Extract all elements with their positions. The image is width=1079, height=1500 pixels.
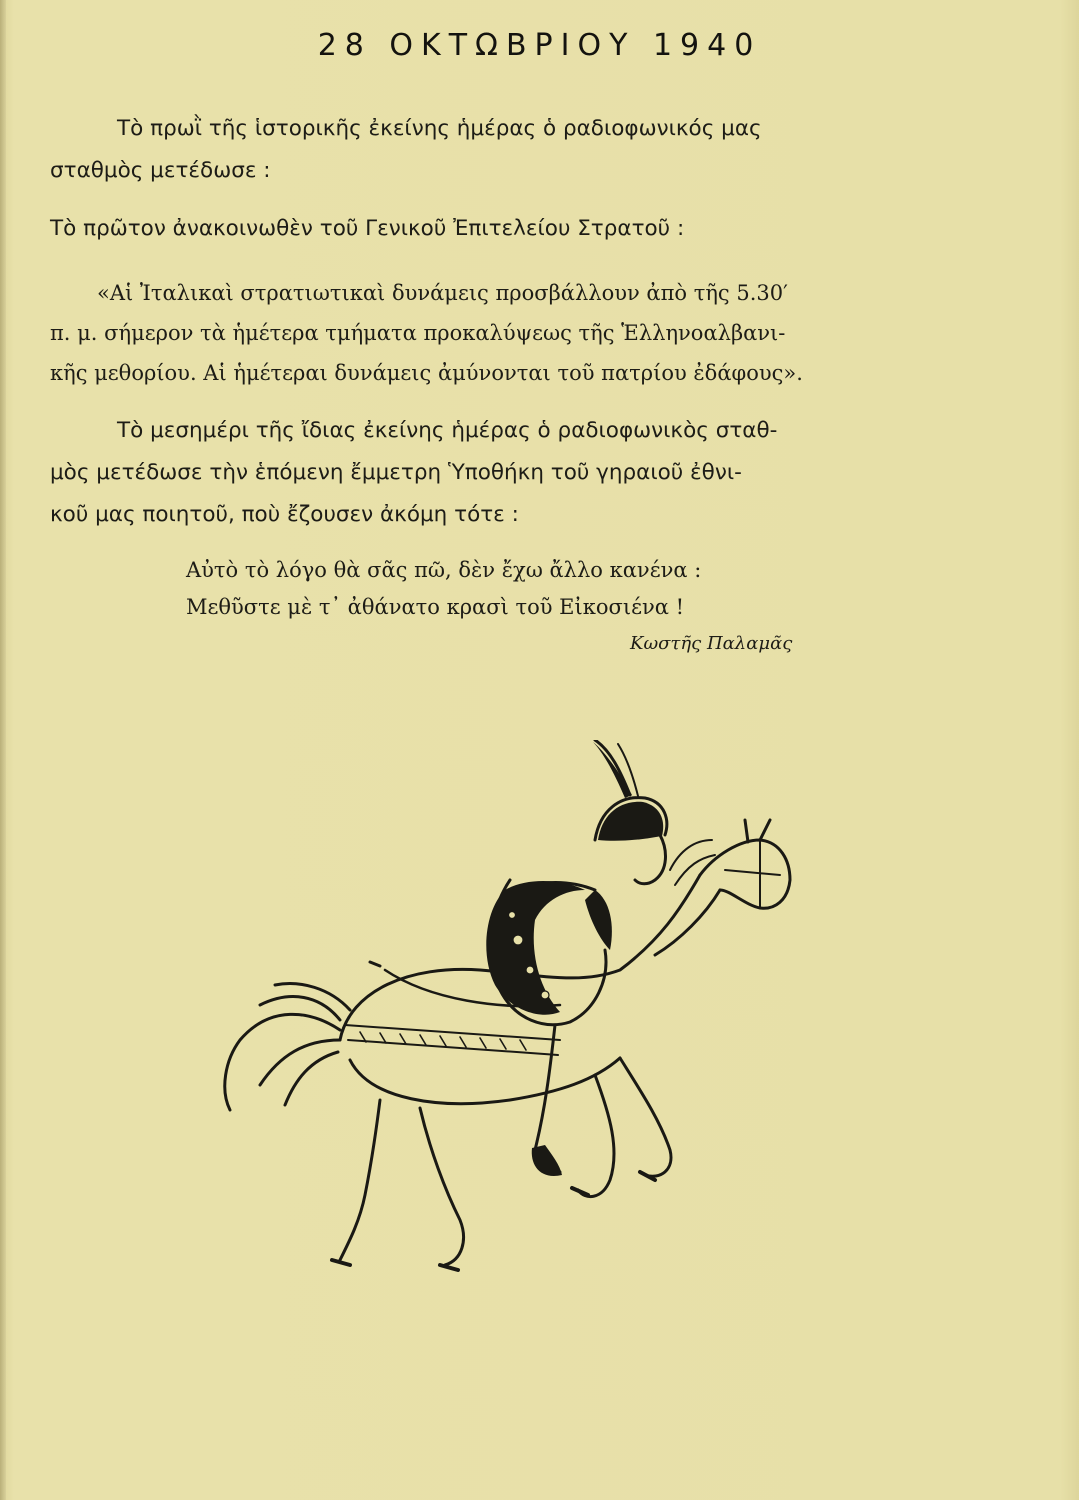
intro-line-1: Τὸ πρωῒ τῆς ἱστορικῆς ἐκείνης ἡμέρας ὁ ραδιοφωνικός μας bbox=[117, 116, 762, 141]
announcement-line-2: π. μ. σήμερον τὰ ἡμέτερα τμήματα προκαλύψεως τῆς Ἑλληνοαλβανι- bbox=[50, 321, 786, 345]
noon-line-3: κοῦ μας ποιητοῦ, ποὺ ἔζουσεν ἀκόμη τότε : bbox=[50, 502, 519, 527]
announcement-line-3: κῆς μεθορίου. Αἱ ἡμέτεραι δυνάμεις ἀμύνονται τοῦ πατρίου ἐδάφους». bbox=[50, 361, 803, 385]
noon-line-1: Τὸ μεσημέρι τῆς ἴδιας ἐκείνης ἡμέρας ὁ ραδιοφωνικὸς σταθ- bbox=[117, 418, 778, 443]
noon-line-2: μὸς μετέδωσε τὴν ἑπόμενη ἔμμετρη Ὑποθήκη τοῦ γηραιοῦ ἐθνι- bbox=[50, 460, 742, 485]
announcement-heading: Τὸ πρῶτον ἀνακοινωθὲν τοῦ Γενικοῦ Ἐπιτελείου Στρατοῦ : bbox=[50, 216, 685, 241]
page-title: 28 ΟΚΤΩΒΡΙΟΥ 1940 bbox=[317, 28, 762, 63]
horseman-illustration-icon bbox=[200, 740, 820, 1340]
page-binding-edge bbox=[0, 0, 6, 1500]
announcement-line-1: «Αἱ Ἰταλικαὶ στρατιωτικαὶ δυνάμεις προσβάλλουν ἀπὸ τῆς 5.30′ bbox=[97, 281, 788, 305]
poem-author: Κωστῆς Παλαμᾶς bbox=[630, 633, 793, 654]
intro-line-2: σταθμὸς μετέδωσε : bbox=[50, 158, 271, 183]
poem-line-1: Αὐτὸ τὸ λόγο θὰ σᾶς πῶ, δὲν ἔχω ἄλλο κανένα : bbox=[186, 558, 702, 582]
poem-line-2: Μεθῦστε μὲ τ᾿ ἀθάνατο κρασὶ τοῦ Εἰκοσιένα ! bbox=[186, 595, 685, 619]
